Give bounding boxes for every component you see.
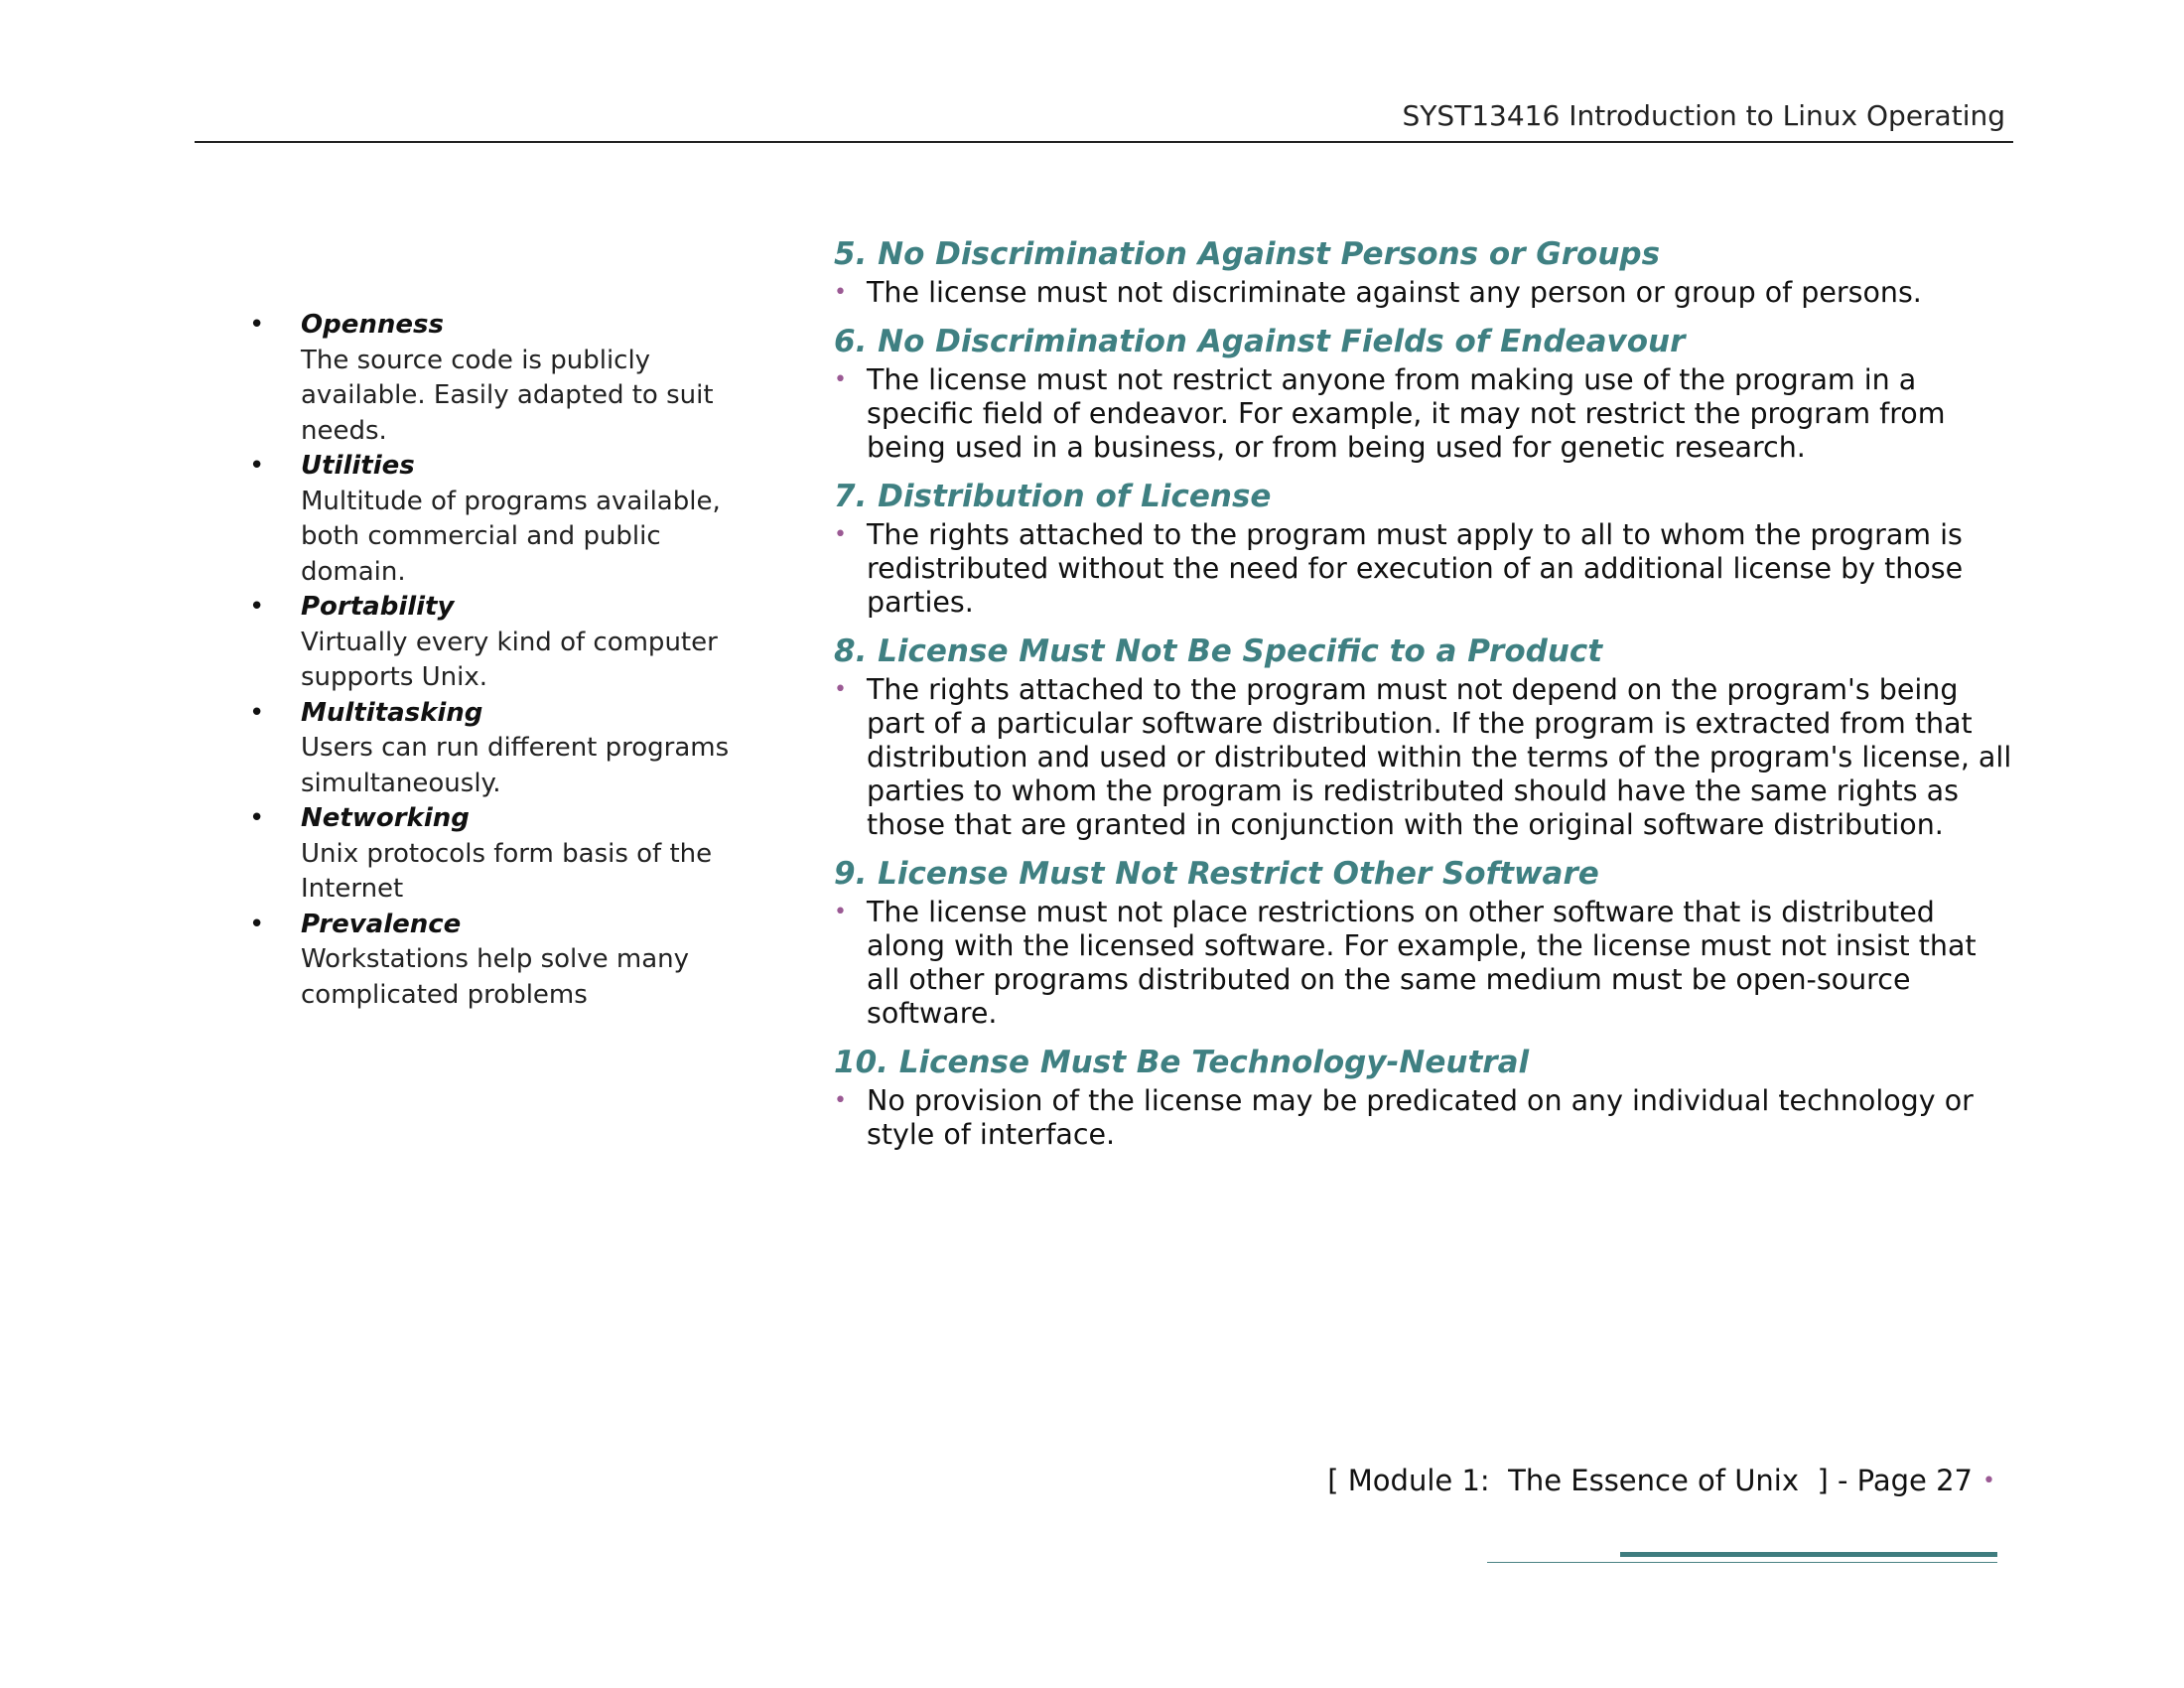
feature-name: Portability — [301, 592, 455, 622]
section-text: The license must not discriminate against any person or group of persons. — [867, 276, 1922, 309]
feature-description: Workstations help solve many complicated problems — [301, 944, 690, 1010]
section-heading: 5. No Discrimination Against Persons or Groups — [834, 236, 1661, 272]
page-footer — [1327, 1464, 1995, 1498]
section-text: The license must not place restrictions on other software that is distributed along with the licensed software. For example, the license must not insist that all other programs distributed on the same medium must be open-source software. — [867, 896, 1977, 1030]
section-body — [834, 1084, 2015, 1152]
footer-rule-thick — [1620, 1552, 1997, 1557]
section-text: No provision of the license may be predicated on any individual technology or style of interface. — [867, 1084, 1974, 1151]
bullet-icon: • — [249, 803, 265, 833]
bullet-icon: • — [249, 909, 265, 939]
bullet-icon: • — [834, 522, 847, 547]
header-title: SYST13416 Introduction to Linux Operating — [1402, 99, 2005, 132]
bullet-icon: • — [834, 1088, 847, 1113]
footer-dot-icon: • — [1982, 1469, 1995, 1493]
license-criteria — [834, 232, 2015, 1162]
section-body — [834, 896, 2015, 1031]
section-heading: 7. Distribution of License — [834, 479, 1272, 514]
section-body — [834, 363, 2015, 465]
feature-description: Users can run different programs simultaneously. — [301, 733, 730, 798]
bullet-icon: • — [834, 900, 847, 924]
feature-item — [243, 590, 759, 696]
feature-name: Prevalence — [301, 909, 462, 939]
footer-rule-thin — [1487, 1562, 1997, 1563]
features-list — [243, 308, 759, 1013]
feature-name: Networking — [301, 803, 470, 833]
bullet-icon: • — [834, 280, 847, 305]
feature-item — [243, 308, 759, 449]
section-body — [834, 518, 2015, 620]
section-body — [834, 276, 2015, 310]
bullet-icon: • — [249, 310, 265, 340]
bullet-icon: • — [249, 697, 265, 728]
section-text: The rights attached to the program must apply to all to whom the program is redistributed without the need for execution of an additional license by those parties. — [867, 518, 1964, 619]
feature-name: Multitasking — [301, 697, 483, 728]
section-heading: 9. License Must Not Restrict Other Software — [834, 856, 1599, 892]
feature-description: The source code is publicly available. Easily adapted to suit needs. — [301, 345, 714, 446]
section-text: The rights attached to the program must not depend on the program's being part of a particular software distribution. If the program is extracted from that distribution and used or distributed within the terms of the program's license, all parties to whom the program is redistributed should have the same rights as those that are granted in conjunction with the original software distribution. — [867, 673, 2012, 841]
bullet-icon: • — [249, 592, 265, 622]
bullet-icon: • — [834, 677, 847, 702]
feature-description: Unix protocols form basis of the Internet — [301, 838, 713, 904]
feature-item — [243, 801, 759, 908]
section-text: The license must not restrict anyone from making use of the program in a specific field of endeavor. For example, it may not restrict the program from being used in a business, or from being used for genetic research. — [867, 363, 1946, 464]
bullet-icon: • — [249, 451, 265, 481]
section-heading: 8. License Must Not Be Specific to a Product — [834, 633, 1603, 669]
feature-item — [243, 908, 759, 1014]
section-heading: 10. License Must Be Technology-Neutral — [834, 1045, 1530, 1080]
footer-text: [ Module 1: The Essence of Unix ] - Page 27 — [1327, 1464, 1974, 1497]
section-heading: 6. No Discrimination Against Fields of Endeavour — [834, 324, 1686, 359]
section-body — [834, 673, 2015, 842]
bullet-icon: • — [834, 367, 847, 392]
page-header — [195, 99, 2013, 143]
feature-item — [243, 449, 759, 590]
feature-description: Multitude of programs available, both commercial and public domain. — [301, 486, 721, 587]
feature-item — [243, 696, 759, 802]
feature-name: Utilities — [301, 451, 415, 481]
feature-name: Openness — [301, 310, 444, 340]
feature-description: Virtually every kind of computer supports Unix. — [301, 627, 718, 692]
